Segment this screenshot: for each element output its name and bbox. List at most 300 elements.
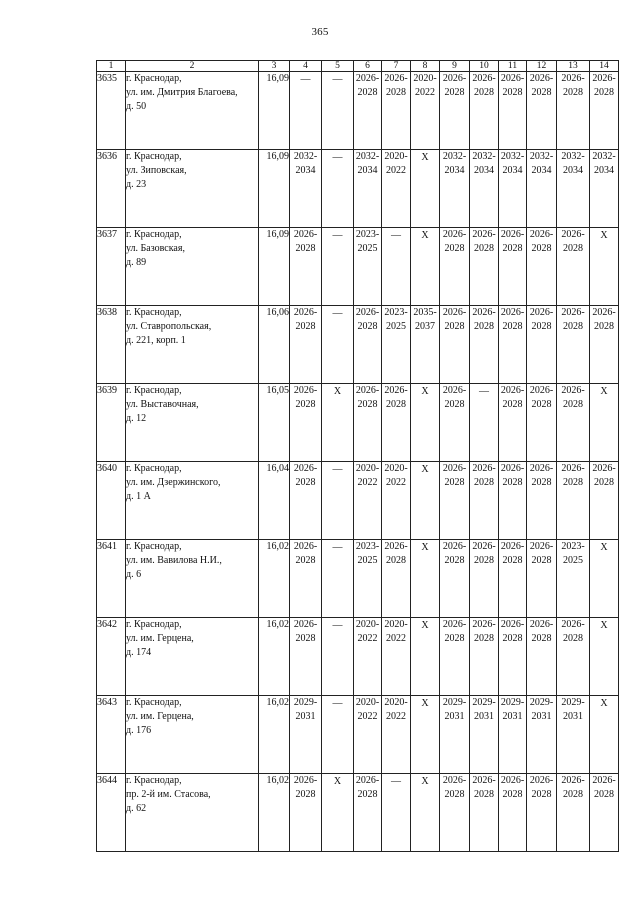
address-line: ул. им. Герцена, (126, 633, 194, 644)
period-start: 2029- (500, 697, 525, 708)
period-cell (499, 540, 527, 618)
period-end: 2028 (444, 555, 465, 566)
address-cell (126, 462, 259, 540)
period-end: 2028 (502, 633, 523, 644)
period-start: 2026- (561, 307, 585, 318)
page-number: 365 (311, 26, 329, 38)
period-start: 2029- (561, 697, 585, 708)
period-start: 2020- (355, 697, 380, 708)
address-cell (126, 384, 259, 462)
period-start: 2026- (293, 385, 318, 396)
period-cell (527, 774, 557, 852)
period-end: 2022 (386, 633, 406, 644)
period-end: 2034 (474, 165, 494, 176)
period-cell: X (590, 618, 619, 696)
period-start: 2026- (529, 775, 554, 786)
address-line: д. 62 (126, 803, 147, 814)
column-header: 6 (354, 61, 382, 72)
period-end: 2028 (563, 87, 583, 98)
period-start: 2026- (472, 73, 496, 84)
period-end: 2028 (594, 321, 614, 332)
period-start: 2026- (442, 775, 467, 786)
period-cell (382, 540, 411, 618)
table-row (97, 540, 619, 618)
period-start: 2026- (442, 73, 467, 84)
period-cell (499, 306, 527, 384)
period-cell (470, 774, 499, 852)
column-header: 9 (440, 61, 470, 72)
period-start: 2026- (472, 229, 496, 240)
period-start: 2026- (442, 385, 467, 396)
period-cell (290, 306, 322, 384)
period-start: 2026- (442, 463, 467, 474)
period-start: 2020- (355, 619, 380, 630)
period-end: 2028 (474, 243, 494, 254)
period-end: 2028 (531, 87, 552, 98)
area-cell: 16,09 (259, 228, 290, 306)
area-cell: 16,04 (259, 462, 290, 540)
period-cell (382, 150, 411, 228)
period-cell (557, 228, 590, 306)
period-cell (590, 72, 619, 150)
period-end: 2022 (386, 477, 406, 488)
period-end: 2028 (295, 555, 316, 566)
period-end: 2028 (563, 477, 583, 488)
period-cell: X (411, 228, 440, 306)
period-start: 2020- (413, 73, 437, 84)
period-cell (590, 150, 619, 228)
period-cell (527, 384, 557, 462)
period-cell (557, 540, 590, 618)
table-row (97, 462, 619, 540)
period-end: 2028 (444, 87, 465, 98)
row-number: 3642 (97, 618, 126, 696)
period-cell (440, 540, 470, 618)
period-cell: — (322, 228, 354, 306)
period-start: 2023- (561, 541, 585, 552)
row-number: 3637 (97, 228, 126, 306)
address-line: д. 50 (126, 101, 147, 112)
row-number: 3639 (97, 384, 126, 462)
period-start: 2026- (500, 619, 525, 630)
period-cell: — (322, 618, 354, 696)
address-line: д. 12 (126, 413, 147, 424)
period-start: 2026- (472, 307, 496, 318)
period-cell (590, 306, 619, 384)
period-start: 2026- (529, 619, 554, 630)
period-cell: X (411, 696, 440, 774)
period-start: 2026- (592, 775, 616, 786)
address-line: ул. им. Дзержинского, (126, 477, 221, 488)
period-cell: — (382, 774, 411, 852)
period-end: 2028 (474, 633, 494, 644)
period-cell (354, 150, 382, 228)
period-cell (354, 384, 382, 462)
period-start: 2023- (384, 307, 408, 318)
period-start: 2029- (472, 697, 496, 708)
period-cell (527, 72, 557, 150)
address-line: ул. им. Вавилова Н.И., (126, 555, 222, 566)
address-line: г. Краснодар, (126, 307, 182, 318)
address-line: г. Краснодар, (126, 385, 182, 396)
period-end: 2028 (502, 477, 523, 488)
period-end: 2028 (531, 321, 552, 332)
period-start: 2026- (561, 463, 585, 474)
column-header: 10 (470, 61, 499, 72)
period-end: 2028 (474, 555, 494, 566)
period-end: 2028 (563, 789, 583, 800)
period-start: 2020- (355, 463, 380, 474)
address-line: ул. Зиповская, (126, 165, 187, 176)
period-cell (411, 72, 440, 150)
period-start: 2026- (592, 307, 616, 318)
period-start: 2026- (561, 229, 585, 240)
period-cell (499, 696, 527, 774)
period-start: 2029- (442, 697, 467, 708)
address-line: г. Краснодар, (126, 775, 182, 786)
period-start: 2026- (293, 229, 318, 240)
period-end: 2022 (357, 633, 378, 644)
period-end: 2028 (357, 87, 378, 98)
period-start: 2026- (529, 541, 554, 552)
period-cell (354, 618, 382, 696)
period-end: 2034 (563, 165, 583, 176)
address-cell (126, 306, 259, 384)
period-cell (354, 696, 382, 774)
period-cell (557, 462, 590, 540)
period-cell (499, 72, 527, 150)
period-end: 2028 (474, 87, 494, 98)
period-end: 2022 (386, 711, 406, 722)
address-line: д. 6 (126, 569, 142, 580)
area-cell: 16,02 (259, 774, 290, 852)
period-end: 2028 (531, 555, 552, 566)
period-start: 2026- (592, 73, 616, 84)
period-start: 2026- (561, 619, 585, 630)
period-end: 2028 (295, 477, 316, 488)
period-end: 2031 (474, 711, 494, 722)
period-cell (590, 462, 619, 540)
period-cell (470, 306, 499, 384)
address-line: ул. им. Дмитрия Благоева, (126, 87, 238, 98)
area-cell: 16,05 (259, 384, 290, 462)
row-number: 3643 (97, 696, 126, 774)
period-end: 2028 (295, 633, 316, 644)
period-start: 2026- (472, 463, 496, 474)
period-cell (354, 540, 382, 618)
period-cell (499, 618, 527, 696)
period-end: 2028 (474, 321, 494, 332)
period-start: 2029- (293, 697, 318, 708)
period-cell (290, 618, 322, 696)
period-cell: X (590, 540, 619, 618)
period-start: 2026- (500, 775, 525, 786)
period-end: 2028 (444, 633, 465, 644)
period-cell (557, 306, 590, 384)
period-cell (440, 462, 470, 540)
period-end: 2028 (594, 477, 614, 488)
period-start: 2035- (413, 307, 437, 318)
period-end: 2031 (531, 711, 552, 722)
period-start: 2026- (472, 619, 496, 630)
period-end: 2025 (357, 555, 378, 566)
period-start: 2026- (592, 463, 616, 474)
period-cell: — (322, 306, 354, 384)
period-start: 2026- (561, 73, 585, 84)
address-cell (126, 228, 259, 306)
period-cell (440, 228, 470, 306)
column-header: 11 (499, 61, 527, 72)
period-cell (382, 384, 411, 462)
period-end: 2028 (502, 555, 523, 566)
period-end: 2028 (594, 87, 614, 98)
period-cell (557, 774, 590, 852)
address-cell (126, 150, 259, 228)
period-end: 2028 (357, 789, 378, 800)
period-cell (557, 384, 590, 462)
period-start: 2032- (529, 151, 554, 162)
period-cell (290, 462, 322, 540)
address-line: ул. им. Герцена, (126, 711, 194, 722)
period-cell: — (322, 72, 354, 150)
period-start: 2020- (384, 151, 408, 162)
period-end: 2028 (531, 243, 552, 254)
row-number: 3644 (97, 774, 126, 852)
period-start: 2026- (293, 619, 318, 630)
period-cell: — (322, 540, 354, 618)
period-cell (440, 696, 470, 774)
address-line: г. Краснодар, (126, 229, 182, 240)
period-start: 2026- (293, 775, 318, 786)
period-end: 2028 (357, 399, 378, 410)
table-row (97, 228, 619, 306)
period-start: 2026- (442, 229, 467, 240)
period-end: 2028 (502, 789, 523, 800)
period-end: 2028 (444, 321, 465, 332)
period-end: 2028 (295, 789, 316, 800)
period-end: 2028 (295, 399, 316, 410)
period-end: 2028 (444, 789, 465, 800)
period-cell: X (411, 384, 440, 462)
period-end: 2034 (295, 165, 316, 176)
period-start: 2020- (384, 619, 408, 630)
address-line: г. Краснодар, (126, 73, 182, 84)
period-cell: X (322, 384, 354, 462)
column-header: 4 (290, 61, 322, 72)
period-cell (499, 150, 527, 228)
period-cell (382, 618, 411, 696)
row-number: 3640 (97, 462, 126, 540)
period-end: 2022 (386, 165, 406, 176)
period-start: 2032- (592, 151, 616, 162)
period-cell (382, 462, 411, 540)
period-cell: — (322, 150, 354, 228)
period-end: 2034 (357, 165, 378, 176)
period-cell (470, 618, 499, 696)
period-end: 2022 (357, 477, 378, 488)
period-start: 2026- (355, 73, 380, 84)
period-cell (499, 384, 527, 462)
period-cell: — (470, 384, 499, 462)
column-header: 5 (322, 61, 354, 72)
period-start: 2023- (355, 541, 380, 552)
period-start: 2026- (472, 541, 496, 552)
table-row (97, 150, 619, 228)
period-cell (470, 72, 499, 150)
period-end: 2034 (444, 165, 465, 176)
period-cell (354, 774, 382, 852)
period-end: 2034 (594, 165, 614, 176)
period-cell (557, 696, 590, 774)
address-line: г. Краснодар, (126, 463, 182, 474)
column-header: 2 (126, 61, 259, 72)
period-end: 2028 (531, 399, 552, 410)
period-cell (590, 774, 619, 852)
period-end: 2028 (594, 789, 614, 800)
period-end: 2028 (502, 399, 523, 410)
period-cell (382, 696, 411, 774)
period-end: 2022 (415, 87, 435, 98)
period-start: 2032- (561, 151, 585, 162)
area-cell: 16,09 (259, 150, 290, 228)
period-cell (290, 150, 322, 228)
period-start: 2026- (500, 229, 525, 240)
column-header: 7 (382, 61, 411, 72)
address-cell (126, 540, 259, 618)
address-line: г. Краснодар, (126, 619, 182, 630)
period-start: 2029- (529, 697, 554, 708)
row-number: 3641 (97, 540, 126, 618)
period-cell (354, 228, 382, 306)
period-end: 2028 (444, 243, 465, 254)
period-end: 2025 (563, 555, 583, 566)
period-end: 2022 (357, 711, 378, 722)
period-end: 2028 (531, 477, 552, 488)
period-end: 2028 (474, 477, 494, 488)
period-end: 2031 (502, 711, 523, 722)
period-start: 2032- (293, 151, 318, 162)
period-end: 2028 (502, 243, 523, 254)
period-start: 2026- (529, 229, 554, 240)
period-cell (382, 72, 411, 150)
period-cell: X (590, 384, 619, 462)
period-end: 2028 (295, 243, 316, 254)
period-start: 2026- (355, 775, 380, 786)
period-end: 2028 (444, 399, 465, 410)
area-cell: 16,09 (259, 72, 290, 150)
table-row (97, 696, 619, 774)
period-start: 2032- (500, 151, 525, 162)
period-end: 2028 (563, 399, 583, 410)
period-cell: X (322, 774, 354, 852)
period-cell: — (290, 72, 322, 150)
period-end: 2028 (563, 321, 583, 332)
row-number: 3635 (97, 72, 126, 150)
address-line: пр. 2-й им. Стасова, (126, 789, 211, 800)
period-cell (290, 696, 322, 774)
period-start: 2026- (561, 385, 585, 396)
period-end: 2031 (444, 711, 465, 722)
period-cell (290, 384, 322, 462)
period-start: 2026- (355, 307, 380, 318)
period-cell (440, 150, 470, 228)
period-start: 2020- (384, 697, 408, 708)
period-end: 2028 (295, 321, 316, 332)
period-end: 2028 (502, 321, 523, 332)
period-cell (290, 774, 322, 852)
period-start: 2026- (384, 385, 408, 396)
column-header: 12 (527, 61, 557, 72)
period-end: 2025 (357, 243, 378, 254)
period-start: 2026- (500, 307, 525, 318)
period-end: 2031 (563, 711, 583, 722)
period-cell (440, 384, 470, 462)
period-start: 2032- (355, 151, 380, 162)
period-start: 2026- (442, 619, 467, 630)
period-cell (411, 306, 440, 384)
period-cell: — (382, 228, 411, 306)
period-cell (527, 462, 557, 540)
period-cell (527, 618, 557, 696)
address-line: г. Краснодар, (126, 697, 182, 708)
period-start: 2026- (384, 73, 408, 84)
period-start: 2026- (529, 307, 554, 318)
period-start: 2026- (500, 385, 525, 396)
table-row (97, 72, 619, 150)
area-cell: 16,02 (259, 618, 290, 696)
period-cell (470, 150, 499, 228)
area-cell: 16,02 (259, 540, 290, 618)
period-end: 2028 (357, 321, 378, 332)
period-end: 2028 (563, 633, 583, 644)
period-cell: X (411, 540, 440, 618)
address-line: д. 1 А (126, 491, 151, 502)
period-cell: — (322, 462, 354, 540)
period-start: 2026- (384, 541, 408, 552)
period-cell (527, 696, 557, 774)
address-line: д. 174 (126, 647, 152, 658)
address-cell (126, 774, 259, 852)
address-line: д. 176 (126, 725, 152, 736)
period-cell (557, 150, 590, 228)
period-start: 2026- (442, 307, 467, 318)
period-cell (499, 462, 527, 540)
period-end: 2034 (502, 165, 523, 176)
period-start: 2026- (529, 385, 554, 396)
period-start: 2026- (561, 775, 585, 786)
period-end: 2028 (563, 243, 583, 254)
period-start: 2023- (355, 229, 380, 240)
address-cell (126, 696, 259, 774)
period-cell: X (411, 150, 440, 228)
period-end: 2028 (386, 87, 406, 98)
period-cell: X (590, 696, 619, 774)
period-cell (354, 306, 382, 384)
period-cell: X (411, 618, 440, 696)
address-line: г. Краснодар, (126, 151, 182, 162)
area-cell: 16,06 (259, 306, 290, 384)
period-end: 2028 (474, 789, 494, 800)
column-header: 8 (411, 61, 440, 72)
period-start: 2026- (500, 541, 525, 552)
period-cell (290, 540, 322, 618)
period-cell (440, 72, 470, 150)
period-start: 2026- (472, 775, 496, 786)
column-header: 14 (590, 61, 619, 72)
period-cell (470, 462, 499, 540)
address-cell (126, 618, 259, 696)
period-end: 2028 (502, 87, 523, 98)
